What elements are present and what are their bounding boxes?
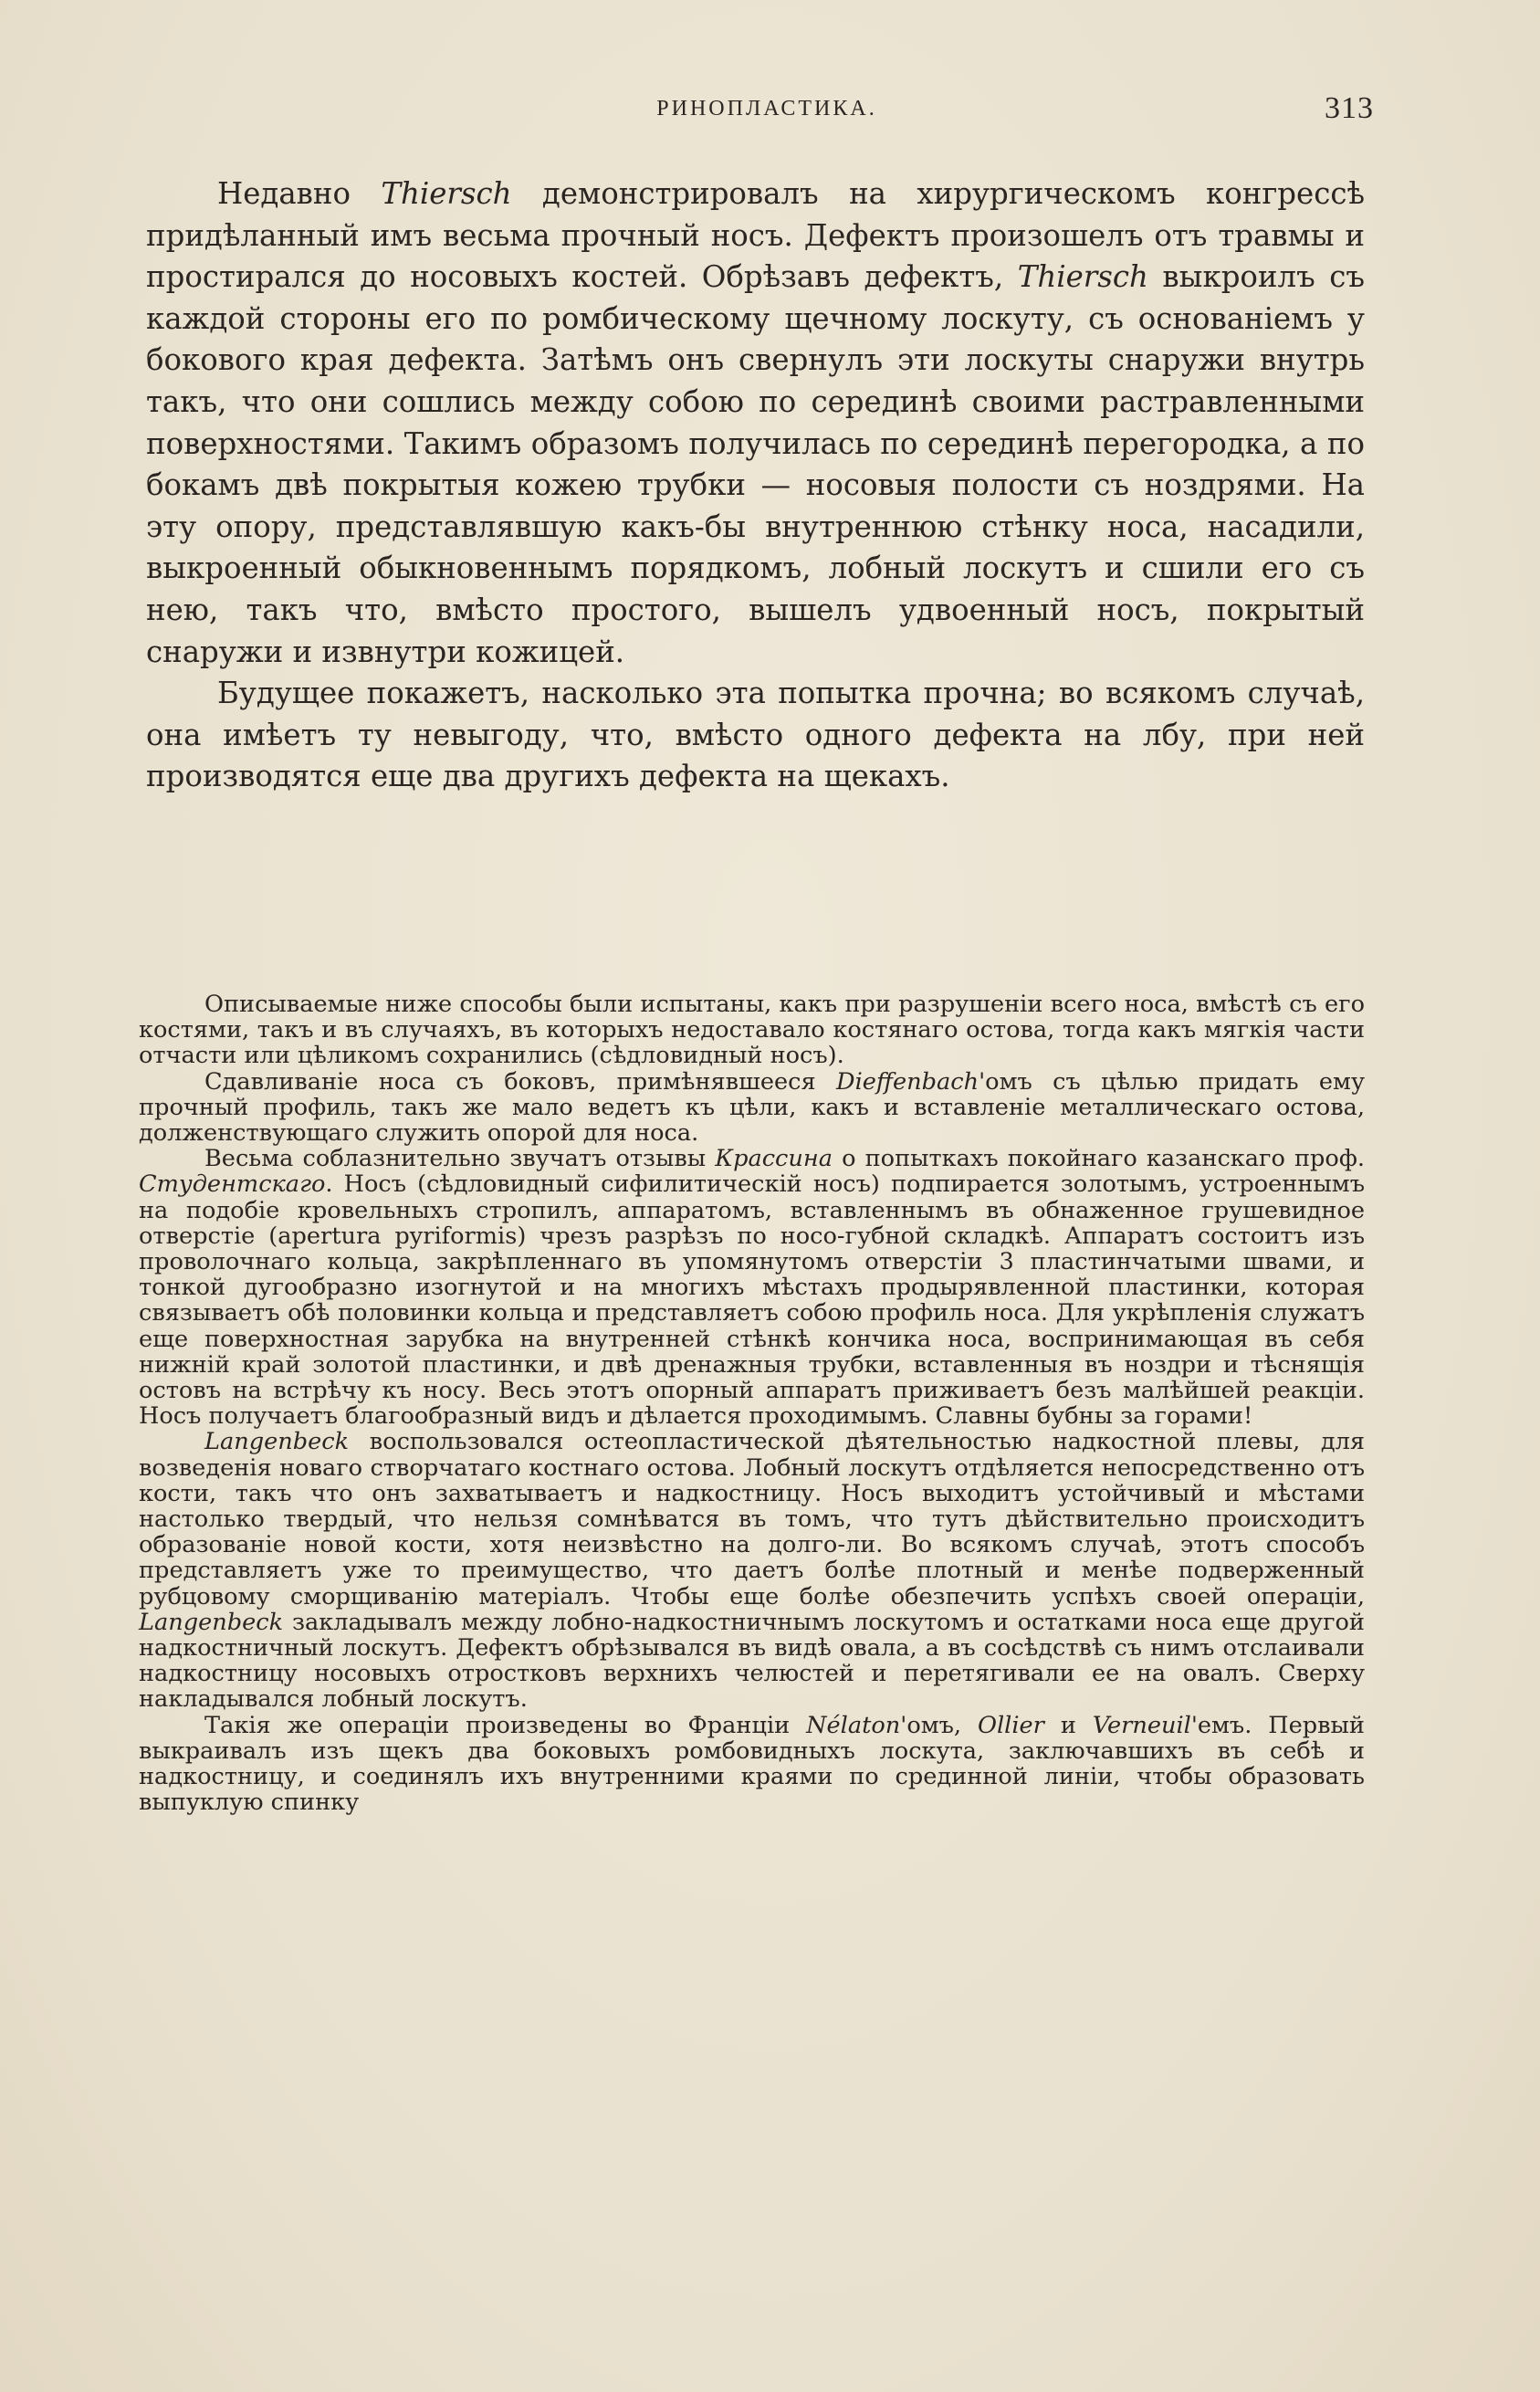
text-run: Будущее покажетъ, насколько эта попытка прочна; во всякомъ случаѣ, она имѣетъ ту невыгоду, что, вмѣсто одного дефекта на лбу, при ней производятся еще два другихъ дефекта на щекахъ.: [146, 676, 1365, 794]
paragraph: [146, 173, 1365, 673]
text-run: и: [1043, 1711, 1093, 1739]
text-run: о попыткахъ покойнаго казанскаго проф.: [832, 1145, 1365, 1173]
italic-name: Thiersch: [1017, 259, 1148, 295]
running-title: РИНОПЛАСТИКА.: [656, 97, 877, 121]
text-run: Недавно: [217, 176, 382, 211]
italic-name: Крассина: [715, 1145, 833, 1173]
paragraph: [146, 673, 1365, 798]
text-run: демонстрировалъ на хирургическомъ конгрессѣ придѣланный имъ весьма прочный носъ. Дефектъ произошелъ отъ травмы и простирался до носовыхъ костей. Обрѣзавъ дефектъ,: [146, 176, 1366, 295]
text-run: выкроилъ съ каждой стороны его по ромбическому щечному лоскуту, съ основаніемъ у бокового края дефекта. Затѣмъ онъ свернулъ эти лоскуты снаружи внутрь такъ, что они сошлись между собою по серединѣ своими растравленными поверхностями. Такимъ образомъ получилась по серединѣ перегородка, а по бокамъ двѣ покрытыя кожею трубки — носовыя полости съ ноздрями. На эту опору, представлявшую какъ-бы внутреннюю стѣнку носа, насадили, выкроенный обыкновеннымъ порядкомъ, лобный лоскутъ и сшили его съ нею, такъ что, вмѣсто простого, вышелъ удвоенный носъ, покрытый снаружи и извнутри кожицей.: [146, 259, 1365, 669]
italic-name: Langenbeck: [204, 1428, 350, 1456]
italic-name: Langenbeck: [139, 1608, 284, 1636]
text-run: Описываемые ниже способы были испытаны, какъ при разрушеніи всего носа, вмѣстѣ съ его костями, такъ и въ случаяхъ, въ которыхъ недоставало костянаго остова, тогда какъ мягкія части отчасти или цѣликомъ сохранились (сѣдловидный носъ).: [139, 991, 1365, 1070]
text-run: Такія же операціи произведены во Франціи: [204, 1711, 807, 1739]
text-run: 'омъ съ цѣлью придать ему прочный профиль, такъ же мало ведетъ къ цѣли, какъ и вставленіе металлическаго остова, долженствующаго служить опорой для носа.: [139, 1067, 1365, 1148]
paragraph: [139, 1069, 1365, 1147]
italic-name: Студентскаго: [139, 1170, 326, 1199]
italic-name: Verneuil: [1092, 1711, 1191, 1739]
text-run: Сдавливаніе носа съ боковъ, примѣнявшееся: [204, 1067, 837, 1096]
text-run: воспользовался остеопластической дѣятельностью надкостной плевы, для возведенія новаго створчатаго костнаго остова. Лобный лоскутъ отдѣляется непосредственно отъ кости, такъ что онъ захватываетъ и надкостницу. Носъ выходитъ устойчивый и мѣстами настолько твердый, что нельзя сомнѣватся въ томъ, что тутъ дѣйствительно происходитъ образованіе новой кости, хотя неизвѣстно на долго-ли. Во всякомъ случаѣ, этотъ способъ представляетъ уже то преимущество, что даетъ болѣе плотный и менѣе подверженный рубцовому сморщиванію матеріалъ. Чтобы еще болѣе обезпечить успѣхъ своей операціи,: [139, 1428, 1365, 1610]
text-run: . Носъ (сѣдловидный сифилитическій носъ) подпирается золотымъ, устроеннымъ на подобіе кровельныхъ стропилъ, аппаратомъ, вставленнымъ въ обнаженное грушевидное отверстіе (apertura pyriformis) чрезъ разрѣзъ по носо-губной складкѣ. Аппаратъ состоитъ изъ проволочнаго кольца, закрѣпленнаго въ упомянутомъ отверстіи 3 пластинчатыми швами, и тонкой дугообразно изогнутой и на многихъ мѣстахъ продырявленной пластинки, которая связываетъ обѣ половинки кольца и представляетъ собою профиль носа. Для укрѣпленія служатъ еще поверхностная зарубка на внутренней стѣнкѣ кончика носа, воспринимающая въ себя нижній край золотой пластинки, и двѣ дренажныя трубки, вставленныя въ ноздри и тѣснящія остовъ на встрѣчу къ носу. Весь этотъ опорный аппаратъ приживаетъ безъ малѣйшей реакціи. Носъ получаетъ благообразный видъ и дѣлается проходимымъ. Славны бубны за горами!: [139, 1170, 1365, 1431]
text-run: Весьма соблазнительно звучатъ отзывы: [204, 1145, 716, 1173]
text-run: 'емъ. Первый выкраивалъ изъ щекъ два боковыхъ ромбовидныхъ лоскута, заключавшихъ въ себѣ и надкостницу, и соединялъ ихъ внутренними краями по срединной линіи, чтобы образовать выпуклую спинку: [139, 1711, 1365, 1817]
main-text-large: [146, 173, 1365, 798]
paragraph: [139, 991, 1365, 1069]
page-number: 313: [1325, 91, 1374, 125]
text-run: закладывалъ между лобно-надкостничнымъ лоскутомъ и остатками носа еще другой надкостничный лоскутъ. Дефектъ обрѣзывался въ видѣ овала, а въ сосѣдствѣ съ нимъ отслаивали надкостницу носовыхъ отростковъ верхнихъ челюстей и перетягивали ее на овалъ. Сверху накладывался лобный лоскутъ.: [139, 1608, 1365, 1714]
italic-name: Dieffenbach: [836, 1067, 980, 1096]
paragraph: [139, 1146, 1365, 1429]
paragraph: [139, 1429, 1365, 1712]
paragraph: [139, 1713, 1365, 1816]
text-run: 'омъ,: [900, 1711, 978, 1739]
italic-name: Nélaton: [806, 1711, 901, 1739]
page-header: [160, 91, 1374, 137]
italic-name: Thiersch: [381, 176, 512, 211]
main-text-small: [139, 991, 1365, 1816]
italic-name: Ollier: [978, 1711, 1044, 1739]
